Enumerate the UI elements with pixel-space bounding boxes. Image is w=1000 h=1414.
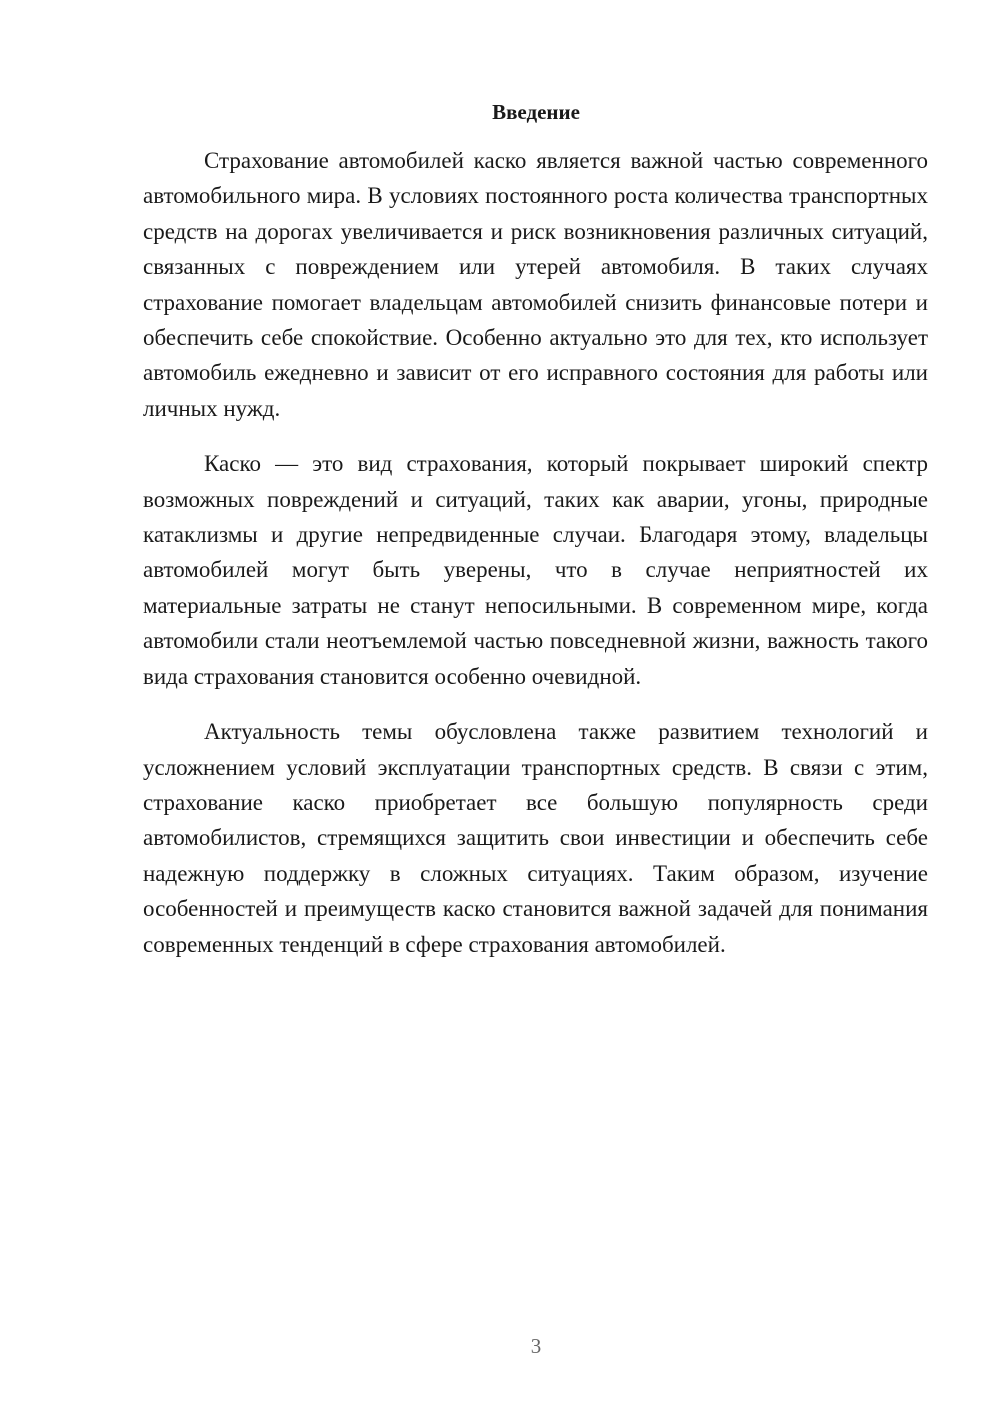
- body-text: [143, 143, 928, 962]
- page-number: 3: [530, 1334, 542, 1358]
- paragraph-1: Страхование автомобилей каско является важной частью современного автомобильного мира. В условиях постоянного роста количества транспортных средств на дорогах увеличивается и риск возникновения различных ситуаций, связанных с повреждением или утерей автомобиля. В таких случаях страхование помогает владельцам автомобилей снизить финансовые потери и обеспечить себе спокойствие. Особенно актуально это для тех, кто использует автомобиль ежедневно и зависит от его исправного состояния для работы или личных нужд.: [143, 148, 928, 421]
- paragraph-2: Каско — это вид страхования, который покрывает широкий спектр возможных повреждений и ситуаций, таких как аварии, угоны, природные катаклизмы и другие непредвиденные случаи. Благодаря этому, владельцы автомобилей могут быть уверены, что в случае неприятностей их материальные затраты не станут непосильными. В современном мире, когда автомобили стали неотъемлемой частью повседневной жизни, важность такого вида страхования становится особенно очевидной.: [143, 451, 928, 689]
- paragraph-3: Актуальность темы обусловлена также развитием технологий и усложнением условий эксплуатации транспортных средств. В связи с этим, страхование каско приобретает все большую популярность среди автомобилистов, стремящихся защитить свои инвестиции и обеспечить себе надежную поддержку в сложных ситуациях. Таким образом, изучение особенностей и преимуществ каско становится важной задачей для понимания современных тенденций в сфере страхования автомобилей.: [143, 719, 928, 957]
- section-heading: Введение: [492, 100, 580, 124]
